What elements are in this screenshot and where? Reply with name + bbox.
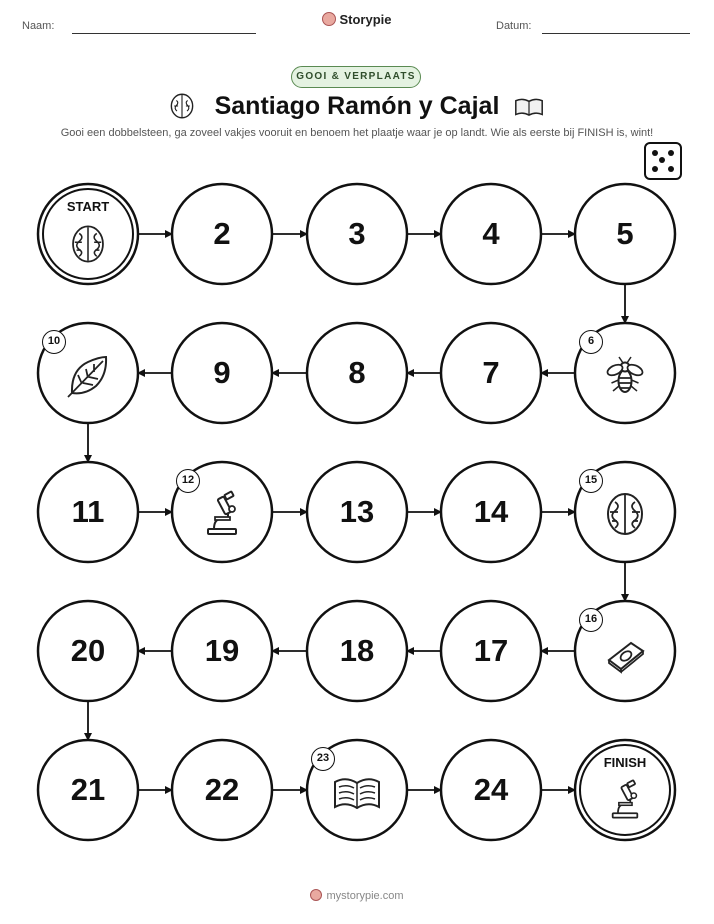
start-label: START [66,199,110,214]
space-number: 8 [348,355,366,390]
space-number: 2 [213,216,231,251]
space-number-badge: 16 [579,608,603,632]
space-number: 14 [473,494,509,529]
activity-tag: GOOI & VERPLAATS [291,66,421,88]
leaf-icon [63,350,113,400]
brain-icon [66,222,110,266]
space-number: 18 [339,633,375,668]
microscope-icon [603,778,647,822]
space-number-badge: 15 [579,469,603,493]
space-number-badge: 23 [311,747,335,771]
brain-icon [600,489,650,539]
space-number: 20 [70,633,106,668]
finish-label: FINISH [603,755,647,770]
space-number-badge: 10 [42,330,66,354]
instructions: Gooi een dobbelsteen, ga zoveel vakjes vooruit en benoem het plaatje waar je op landt. Wie als eerste bij FINISH is, wint! [60,127,654,139]
space-number: 21 [70,772,106,807]
footer-url[interactable]: mystorypie.com [326,890,404,902]
bee-icon [600,350,650,400]
book-icon [332,767,382,817]
space-number: 4 [482,216,500,251]
slide-icon [600,628,650,678]
space-number-badge: 6 [579,330,603,354]
space-number: 9 [213,355,231,390]
space-number: 22 [204,772,240,807]
space-number: 5 [616,216,634,251]
space-number: 19 [204,633,240,668]
footer [0,889,714,902]
brand-name: Storypie [339,12,392,27]
name-label: Naam: [22,20,55,32]
space-number: 3 [348,216,366,251]
microscope-icon [197,489,247,539]
page-title: Santiago Ramón y Cajal [214,92,500,120]
space-number: 11 [71,494,105,529]
space-number: 13 [339,494,375,529]
space-number: 7 [482,355,500,390]
space-number: 17 [473,633,509,668]
space-number: 24 [473,772,509,807]
date-label: Datum: [496,20,532,32]
storypie-logo-icon [310,889,322,901]
space-number-badge: 12 [176,469,200,493]
